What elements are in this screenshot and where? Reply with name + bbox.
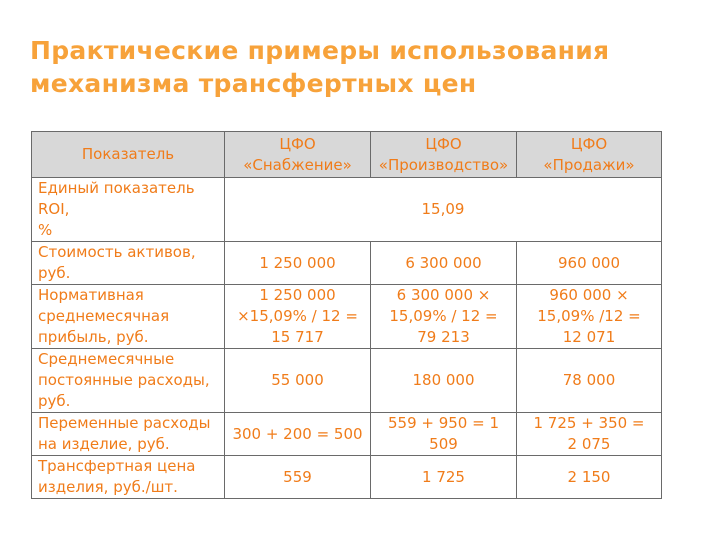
cell-value: 6 300 000 [371,242,517,285]
row-label-transfer-price: Трансфертная цена изделия, руб./шт. [32,456,225,499]
cell-value: 559 [225,456,371,499]
cell-value: 1 250 000 ×15,09% / 12 = 15 717 [225,285,371,349]
header-production: ЦФО «Производство» [371,132,517,178]
cell-value: 1 725 [371,456,517,499]
row-label-profit: Нормативная среднемесячная прибыль, руб. [32,285,225,349]
slide-title: Практические примеры использования механизма трансфертных цен [30,36,610,98]
table-row [32,285,662,349]
table-row [32,413,662,456]
cell-value: 2 150 [517,456,662,499]
cell-value: 300 + 200 = 500 [225,413,371,456]
table-row [32,242,662,285]
header-supply: ЦФО «Снабжение» [225,132,371,178]
header-sales: ЦФО «Продажи» [517,132,662,178]
roi-value: 15,09 [225,178,662,242]
table-row [32,349,662,413]
cell-value: 55 000 [225,349,371,413]
transfer-price-table [31,131,662,499]
cell-value: 6 300 000 × 15,09% / 12 = 79 213 [371,285,517,349]
row-label-fixed-costs: Среднемесячные постоянные расходы, руб. [32,349,225,413]
cell-value: 960 000 [517,242,662,285]
cell-value: 960 000 × 15,09% /12 = 12 071 [517,285,662,349]
cell-value: 1 250 000 [225,242,371,285]
header-indicator: Показатель [32,132,225,178]
cell-value: 559 + 950 = 1 509 [371,413,517,456]
cell-value: 1 725 + 350 = 2 075 [517,413,662,456]
table-header-row [32,132,662,178]
cell-value: 180 000 [371,349,517,413]
row-label-assets: Стоимость активов, руб. [32,242,225,285]
row-label-variable-costs: Переменные расходы на изделие, руб. [32,413,225,456]
table-row [32,456,662,499]
cell-value: 78 000 [517,349,662,413]
row-label-roi: Единый показатель ROI, % [32,178,225,242]
table-row [32,178,662,242]
